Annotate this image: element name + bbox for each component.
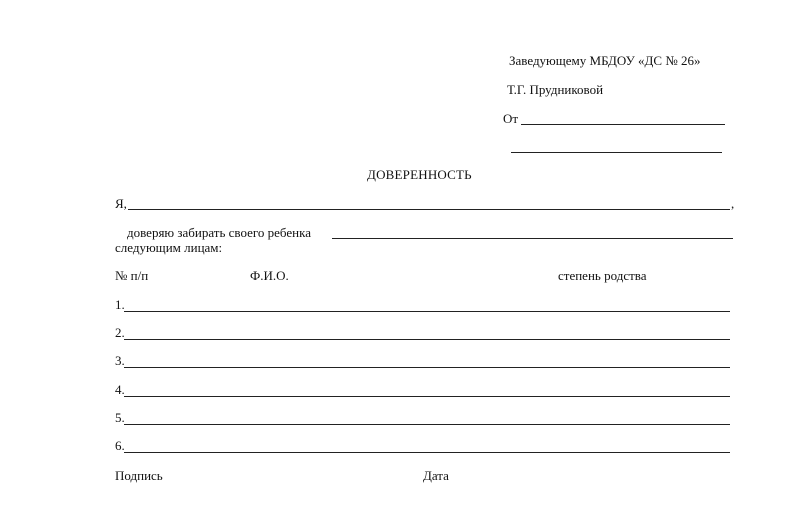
column-fio-header: Ф.И.О. [250,268,289,283]
from-label: От [503,111,519,126]
from-field-line-2[interactable] [511,152,722,153]
row-field-line[interactable] [124,452,730,453]
row-field-line[interactable] [124,424,730,425]
row-number: 1. [115,297,125,312]
row-field-line[interactable] [124,367,730,368]
i-label: Я, [115,196,127,211]
trust-text: доверяю забирать своего ребенка [127,225,311,240]
row-number: 3. [115,353,125,368]
addressee-name: Т.Г. Прудниковой [507,82,604,97]
comma: , [731,196,735,211]
persons-text: следующим лицам: [115,240,223,255]
row-number: 2. [115,325,125,340]
row-field-line[interactable] [124,339,730,340]
row-number: 6. [115,438,125,453]
row-field-line[interactable] [124,311,730,312]
row-field-line[interactable] [124,396,730,397]
from-field-line-1[interactable] [521,124,725,125]
column-relation-header: степень родства [558,268,647,283]
signature-label: Подпись [115,468,163,483]
column-number-header: № п/п [115,268,149,283]
child-name-field-line[interactable] [332,238,733,239]
date-label: Дата [423,468,449,483]
document-title: ДОВЕРЕННОСТЬ [367,167,472,182]
row-number: 4. [115,382,125,397]
row-number: 5. [115,410,125,425]
addressee-line: Заведующему МБДОУ «ДС № 26» [509,53,701,68]
full-name-field-line[interactable] [128,209,730,210]
